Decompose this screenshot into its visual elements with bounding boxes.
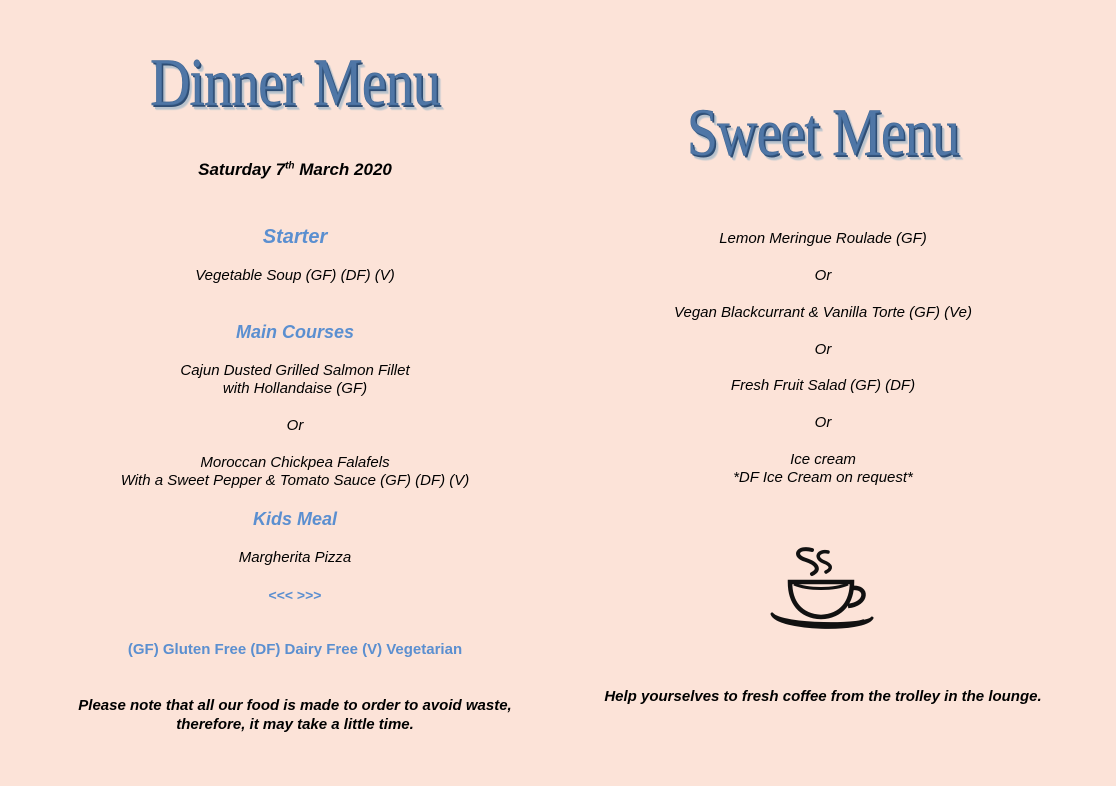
sweet-item-ice-cream-line2: *DF Ice Cream on request* bbox=[733, 469, 913, 486]
main-item-falafels bbox=[40, 454, 550, 490]
main-item-salmon-line2: with Hollandaise (GF) bbox=[222, 380, 368, 397]
main-item-falafels-line1: Moroccan Chickpea Falafels bbox=[200, 454, 390, 471]
dinner-menu-title: Dinner Menu bbox=[150, 44, 440, 120]
section-divider: <<< >>> bbox=[268, 587, 322, 603]
dinner-note-line1: Please note that all our food is made to order to avoid waste, bbox=[78, 697, 512, 714]
dinner-note-line2: therefore, it may take a little time. bbox=[176, 716, 414, 733]
starter-item: Vegetable Soup (GF) (DF) (V) bbox=[195, 267, 395, 284]
sweet-menu-title: Sweet Menu bbox=[686, 94, 960, 170]
starter-heading: Starter bbox=[262, 226, 328, 248]
main-or-separator: Or bbox=[286, 417, 304, 434]
kids-meal-item: Margherita Pizza bbox=[238, 549, 352, 566]
sweet-item-torte: Vegan Blackcurrant & Vanilla Torte (GF) (Ve) bbox=[674, 304, 972, 321]
dietary-legend: (GF) Gluten Free (DF) Dairy Free (V) Vegetarian bbox=[127, 641, 463, 658]
kids-meal-heading: Kids Meal bbox=[252, 509, 338, 529]
sweet-item-roulade: Lemon Meringue Roulade (GF) bbox=[719, 230, 927, 247]
main-item-salmon-line1: Cajun Dusted Grilled Salmon Fillet bbox=[180, 362, 410, 379]
sweet-item-fruit-salad: Fresh Fruit Salad (GF) (DF) bbox=[730, 377, 916, 394]
menu-date bbox=[40, 160, 550, 180]
sweet-or-separator-2: Or bbox=[814, 341, 832, 358]
date-month-year: March 2020 bbox=[294, 160, 392, 179]
sweet-item-ice-cream bbox=[568, 451, 1078, 487]
sweet-item-ice-cream-line1: Ice cream bbox=[790, 451, 856, 468]
date-ordinal-suffix: th bbox=[285, 160, 295, 172]
sweet-or-separator-1: Or bbox=[814, 267, 832, 284]
main-courses-heading: Main Courses bbox=[235, 322, 355, 342]
dinner-note bbox=[40, 696, 550, 734]
sweet-or-separator-3: Or bbox=[814, 414, 832, 431]
main-item-salmon bbox=[40, 362, 550, 398]
sweet-note: Help yourselves to fresh coffee from the trolley in the lounge. bbox=[604, 688, 1042, 705]
coffee-cup-icon bbox=[768, 540, 878, 640]
main-item-falafels-line2: With a Sweet Pepper & Tomato Sauce (GF) (DF) (V) bbox=[120, 472, 470, 489]
date-day: Saturday 7 bbox=[198, 160, 286, 179]
